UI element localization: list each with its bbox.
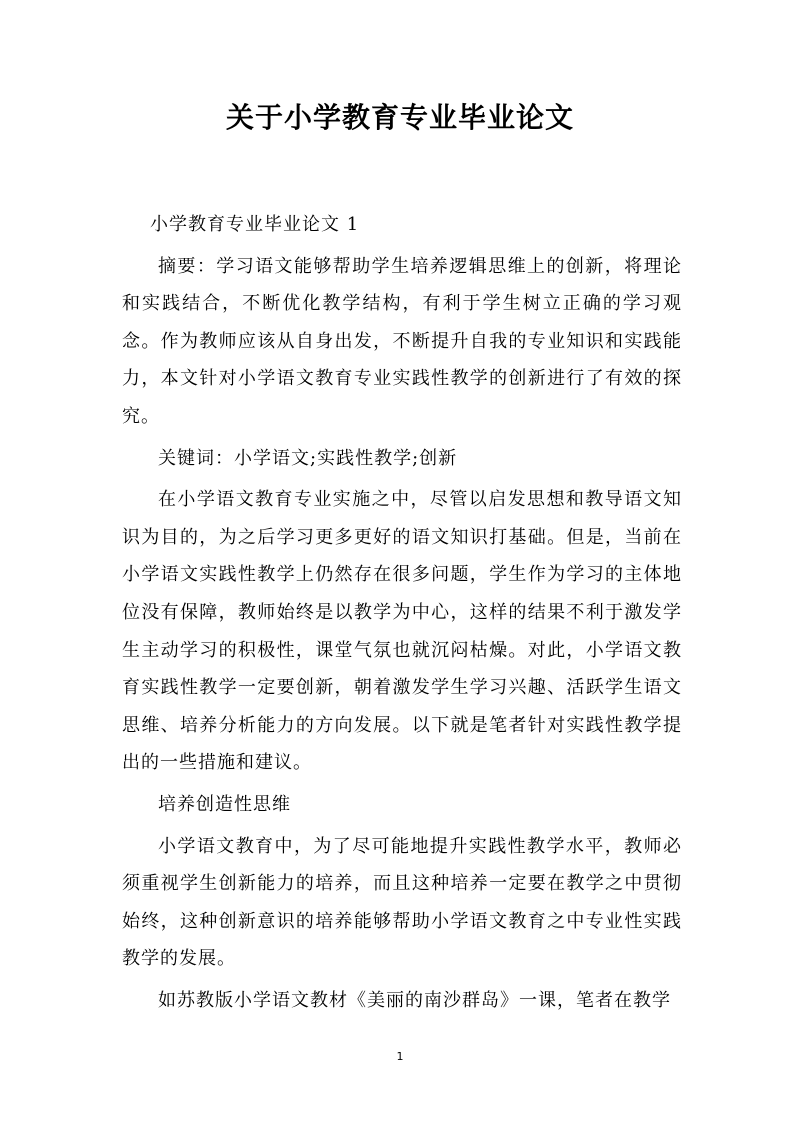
keywords-paragraph: 关键词：小学语文;实践性教学;创新 bbox=[158, 447, 458, 469]
section-heading: 小学教育专业毕业论文 1 bbox=[150, 214, 360, 235]
body-paragraph: 小学语文教育中，为了尽可能地提升实践性教学水平，教师必须重视学生创新能力的培养，而且这种培养一定要在教学之中贯彻始终，这种创新意识的培养能够帮助小学语文教育之中专业性实践教学的发展。 bbox=[122, 835, 682, 970]
body-paragraph: 如苏教版小学语文教材《美丽的南沙群岛》一课，笔者在教学 bbox=[158, 989, 671, 1011]
abstract-paragraph: 摘要：学习语文能够帮助学生培养逻辑思维上的创新，将理论和实践结合，不断优化教学结构，有利于学生树立正确的学习观念。作为教师应该从自身出发，不断提升自我的专业知识和实践能力，本文针对小学语文教育专业实践性教学的创新进行了有效的探究。 bbox=[122, 255, 682, 427]
page-number: 1 bbox=[396, 1050, 404, 1063]
document-title: 关于小学教育专业毕业论文 bbox=[225, 101, 574, 134]
document-body bbox=[122, 206, 682, 1019]
body-paragraph: 在小学语文教育专业实施之中，尽管以启发思想和教导语文知识为目的，为之后学习更多更好的语文知识打基础。但是，当前在小学语文实践性教学上仍然存在很多问题，学生作为学习的主体地位没有保障，教师始终是以教学为中心，这样的结果不利于激发学生主动学习的积极性，课堂气氛也就沉闷枯燥。对此，小学语文教育实践性教学一定要创新，朝着激发学生学习兴趣、活跃学生语文思维、培养分析能力的方向发展。以下就是笔者针对实践性教学提出的一些措施和建议。 bbox=[122, 489, 682, 774]
subheading-paragraph: 培养创造性思维 bbox=[158, 793, 291, 815]
